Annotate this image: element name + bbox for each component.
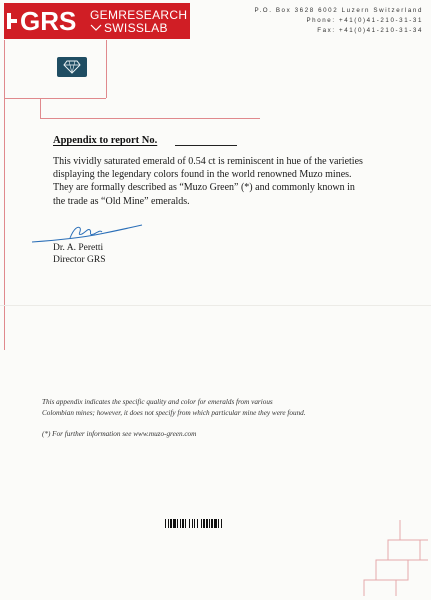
appendix-title: Appendix to report No. (53, 135, 158, 146)
frame-line (106, 40, 107, 98)
report-number-line (175, 145, 237, 146)
body-line: This vividly saturated emerald of 0.54 ct is reminiscent in hue of the varieties (53, 156, 363, 167)
logo-swisslab-text: SWISSLAB (104, 21, 168, 35)
fold-line (0, 305, 431, 306)
frame-line (4, 40, 5, 350)
grs-logo (4, 3, 190, 39)
address-block (255, 6, 423, 36)
corner-grid-decoration (340, 514, 428, 596)
fax-line: Fax: +41(0)41-210-31-34 (317, 27, 423, 34)
frame-line (40, 118, 260, 119)
signer-title: Director GRS (53, 254, 106, 265)
body-line: displaying the legendary colors found in the world renowned Muzo mines. (53, 169, 352, 181)
grs-badge (57, 57, 87, 77)
logo-gemresearch-text: GEMRESEARCH (90, 8, 188, 22)
signer-block (53, 243, 106, 266)
body-line: They are formally described as “Muzo Green” (*) and commonly known in (53, 182, 355, 194)
logo-grs-text: GRS (20, 6, 77, 36)
address-line: P.O. Box 3628 6002 Luzern Switzerland (254, 7, 423, 14)
further-info-note: (*) For further information see www.muzo-green.com (42, 430, 197, 438)
diamond-icon (63, 60, 81, 74)
note-line: Colombian mines; however, it does not specify from which particular mine they were found. (42, 408, 306, 417)
note-line: This appendix indicates the specific quality and color for emeralds from various (42, 398, 273, 406)
appendix-note (42, 397, 402, 419)
body-line: the trade as “Old Mine” emeralds. (53, 195, 190, 207)
signer-name: Dr. A. Peretti (53, 243, 104, 253)
appendix-body (53, 155, 383, 208)
chevron-icon (90, 24, 102, 32)
frame-line (40, 98, 41, 118)
phone-line: Phone: +41(0)41-210-31-31 (306, 17, 423, 24)
frame-line (4, 98, 106, 99)
barcode-image (165, 519, 257, 528)
